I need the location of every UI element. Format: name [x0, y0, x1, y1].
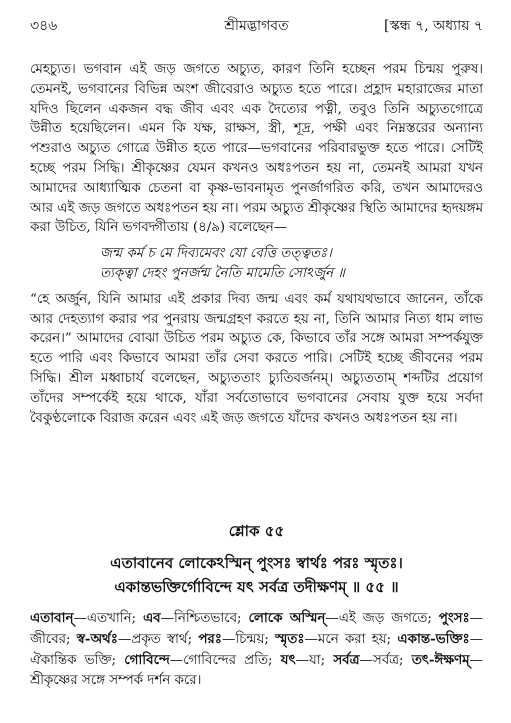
running-header: [30, 14, 483, 34]
synonym-meaning: সর্বত্র;: [372, 653, 412, 668]
synonym-word: সর্বত্র: [333, 652, 360, 668]
synonym-word: তৎ-ঈক্ষণম্: [411, 652, 470, 668]
synonym-word: এতাবান্: [30, 610, 74, 626]
verse-line-1: জন্ম কর্ম চ মে দিব্যমেবং যো বেত্তি তত্ত্বতঃ।: [100, 246, 332, 262]
word-meanings: এতাবান্—এতখানি; এব—নিশ্চিতভাবে; লোকে অস্মিন্—এই জড় জগতে; পুংসঃ—জীবের; স্ব-অর্থঃ—প্রকৃত স্বার্থ; পরঃ—চিন্ময়; স্মৃতঃ—মনে করা হয়; একান্ত-ভক্তিঃ—ঐকান্তিক ভক্তি; গোবিন্দে—গোবিন্দের প্রতি; যৎ—যা; সর্বত্র—সর্বত্র; তৎ-ঈক্ষণম্—শ্রীকৃষ্ণের সঙ্গে সম্পর্ক দর্শন করে।: [30, 610, 483, 688]
synonym-meaning: যা;: [309, 653, 334, 668]
purport-text: [30, 60, 483, 428]
synonym-word: যৎ: [280, 652, 296, 668]
synonym-word: লোকে অস্মিন্: [248, 610, 326, 626]
synonym-meaning: মনে করা হয়;: [317, 632, 398, 647]
sloka-number: শ্লোক ৫৫: [228, 522, 285, 540]
sloka-line-1: এতাবানেব লোকেঽস্মিন্ পুংসঃ স্বার্থঃ পরঃ স্মৃতঃ।: [110, 554, 403, 572]
page-number: ৩৪৬: [30, 18, 58, 34]
synonym-meaning: জীবের;: [30, 632, 77, 647]
synonym-meaning: গোবিন্দের প্রতি;: [183, 653, 281, 668]
synonym-meaning: নিশ্চিতভাবে;: [174, 611, 249, 626]
book-title: শ্রীমদ্ভাগবত: [224, 18, 289, 34]
chapter-reference: [স্কন্ধ ৭, অধ্যায় ৭: [384, 18, 483, 34]
purport-paragraph-1: মেহচ্যুত। ভগবান এই জড় জগতে অচ্যুত, কারণ তিনি হচ্ছেন পরম চিন্ময় পুরুষ। তেমনই, ভগবানের বিভিন্ন অংশ জীবেরাও অচ্যুত হতে পারে। প্রহ্লাদ মহারাজের মাতা যদিও ছিলেন একজন বদ্ধ জীব এবং এক দৈত্যের পত্নী, তবুও তিনি অচ্যুতগোত্রে উন্নীত হয়েছিলেন। এমন কি যক্ষ, রাক্ষস, স্ত্রী, শূদ্র, পক্ষী এবং নিম্নস্তরের অন্যান্য পশুরাও অচ্যুত গোত্রে উন্নীত হতে পারে—ভগবানের পরিবারভুক্ত হতে পারে। সেটিই হচ্ছে পরম সিদ্ধি। শ্রীকৃষ্ণের যেমন কখনও অধঃপতন হয় না, তেমনই আমরা যখন আমাদের আধ্যাত্মিক চেতনা বা কৃষ্ণ-ভাবনামৃত পুনর্জাগরিত করি, তখন আমাদেরও আর এই জড় জগতে অধঃপতন হয় না। পরম অচ্যুত শ্রীকৃষ্ণের স্থিতি আমাদের হৃদয়ঙ্গম করা উচিত, যিনি ভগবদ্গীতায় (৪/৯) বলেছেন—: [30, 62, 483, 236]
synonym-meaning: প্রকৃত স্বার্থ;: [131, 632, 199, 647]
sloka-line-2: একান্তভক্তির্গোবিন্দে যৎ সর্বত্র তদীক্ষণম্ ॥ ৫৫ ॥: [114, 578, 399, 596]
synonym-word: একান্ত-ভক্তিঃ: [397, 631, 470, 647]
synonym-word: স্ব-অর্থঃ: [76, 631, 118, 647]
synonym-meaning: শ্রীকৃষ্ণের সঙ্গে সম্পর্ক দর্শন করে।: [30, 673, 202, 688]
verse-line-2: ত্যক্ত্বা দেহং পুনর্জন্ম নৈতি মামেতি সোঽর্জুন ॥: [100, 265, 345, 281]
gita-verse: [100, 244, 483, 284]
purport-paragraph-2: “হে অর্জুন, যিনি আমার এই প্রকার দিব্য জন্ম এবং কর্ম যথাযথভাবে জানেন, তাঁকে আর দেহত্যাগ করার পর পুনরায় জন্মগ্রহণ করতে হয় না, তিনি আমার নিত্য ধাম লাভ করেন।” আমাদের বোঝা উচিত পরম অচ্যুত কে, কিভাবে তাঁর সঙ্গে আমরা সম্পর্কযুক্ত হতে পারি এবং কিভাবে আমরা তাঁর সেবা করতে পারি। সেটিই হচ্ছে জীবনের পরম সিদ্ধি। শ্রীল মধ্বাচার্য বলেছেন, অচ্যুততাং চ্যুতিবর্জনম্। অচ্যুততাম্ শব্দটির প্রয়োগ তাঁদের সম্পর্কেই হয়ে থাকে, যাঁরা সর্বতোভাবে ভগবানের সেবায় যুক্ত হয়ে সর্বদা বৈকুণ্ঠলোকে বিরাজ করেন এবং এই জড় জগতে যাঁদের কখনও অধঃপতন হয় না।: [30, 291, 483, 426]
synonym-meaning: ঐকান্তিক ভক্তি;: [30, 653, 125, 668]
synonym-meaning: এতখানি;: [86, 611, 143, 626]
synonym-word: এব: [142, 610, 161, 626]
synonym-meaning: এই জড় জগতে;: [338, 611, 439, 626]
synonym-word: গোবিন্দে: [124, 652, 170, 668]
synonym-word: পুংসঃ: [438, 610, 470, 626]
synonym-meaning: চিন্ময়;: [235, 632, 276, 647]
sloka-block: [30, 520, 483, 599]
synonym-word: পরঃ: [198, 631, 222, 647]
synonym-word: স্মৃতঃ: [275, 631, 305, 647]
